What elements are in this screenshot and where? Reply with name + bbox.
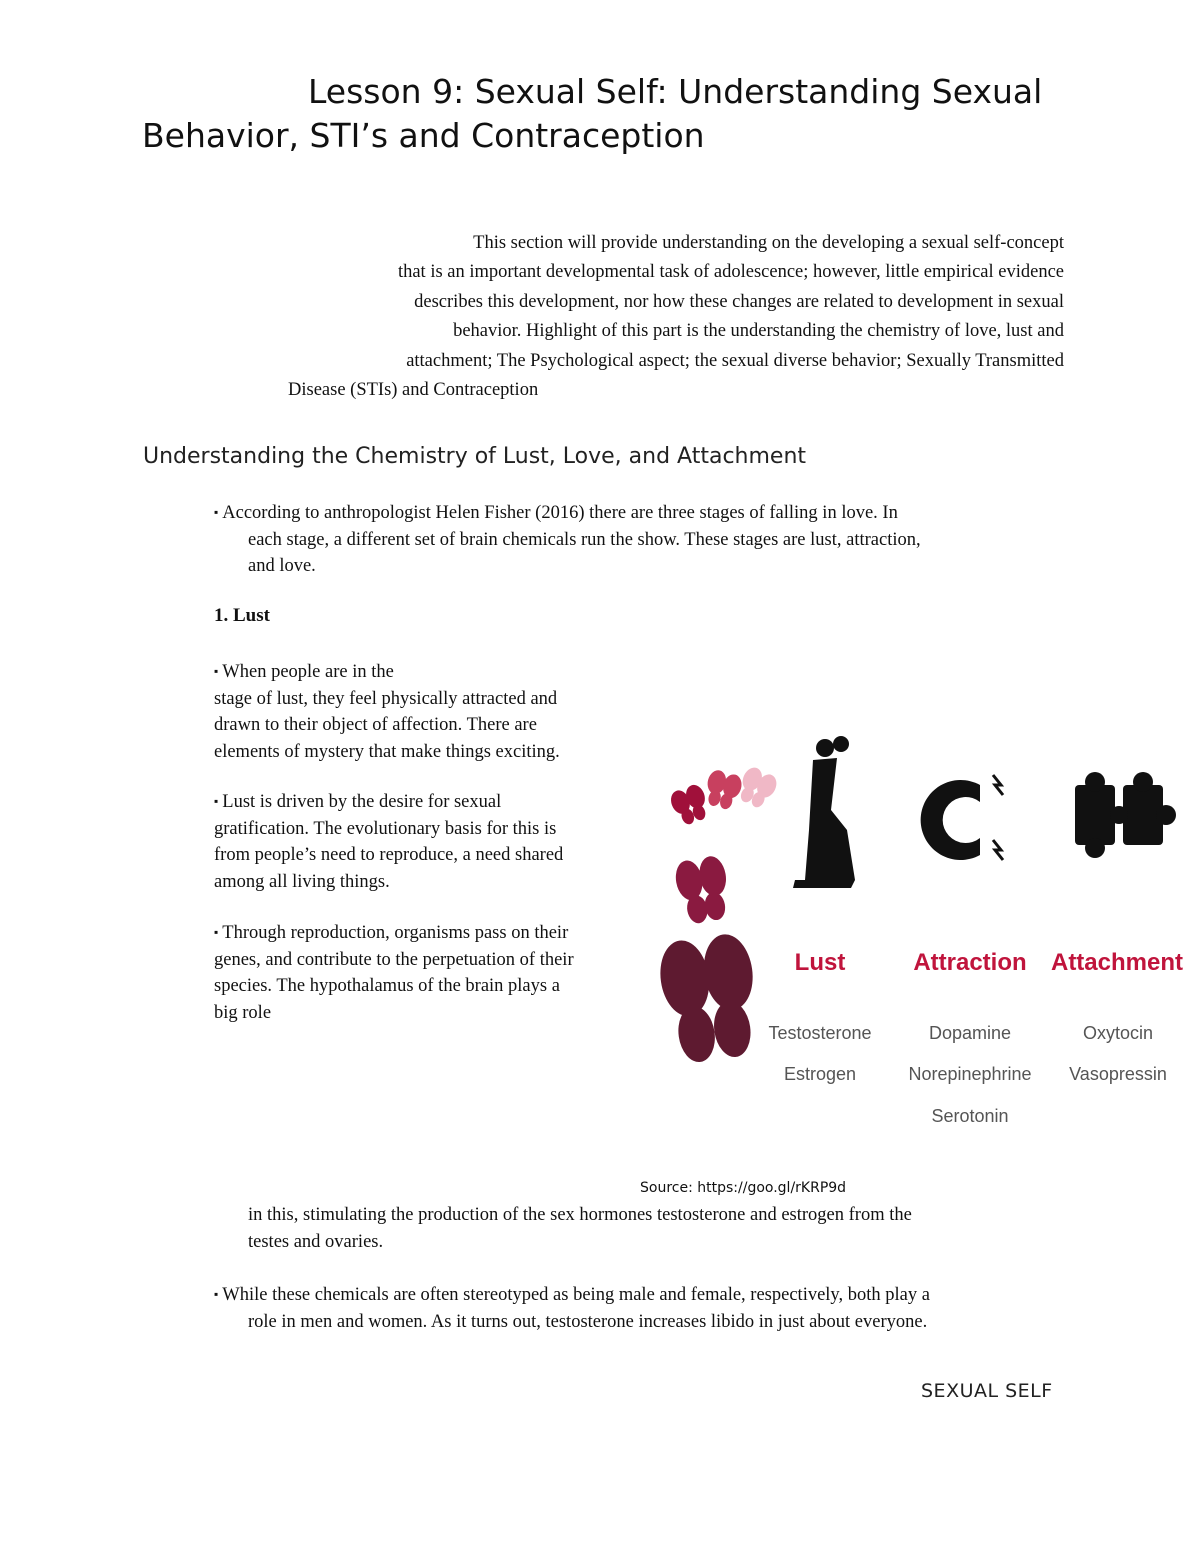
- intro-paragraph: [282, 229, 1064, 405]
- butterflies-icon: [656, 765, 780, 1066]
- bullet-text: According to anthropologist Helen Fisher (2016) there are three stages of falling in love. In: [222, 503, 898, 523]
- figure-label-attachment: Attachment: [1050, 949, 1184, 976]
- bullet-text: role in men and women. As it turns out, testosterone increases libido in just about everyone.: [248, 1311, 928, 1332]
- source-label: Source:: [640, 1180, 693, 1196]
- bullet-marker: ▪: [214, 505, 219, 519]
- bullet-text: species. The hypothalamus of the brain plays a: [214, 976, 560, 996]
- bullet-text: from people’s need to reproduce, a need shared: [214, 845, 564, 865]
- bullet-text: elements of mystery that make things exciting.: [214, 741, 560, 762]
- intro-line: attachment; The Psychological aspect; the sexual diverse behavior; Sexually Transmitted: [406, 350, 1064, 371]
- chemical-label: Estrogen: [783, 1064, 857, 1084]
- paragraph-line: in this, stimulating the production of the sex hormones testosterone and estrogen from the: [248, 1205, 912, 1225]
- bullet-text: When people are in the: [222, 662, 394, 682]
- puzzle-icon: [1075, 772, 1176, 858]
- intro-line: This section will provide understanding on the developing a sexual self-concept: [473, 233, 1064, 253]
- paragraph-line: testes and ovaries.: [248, 1231, 384, 1252]
- figure-label-lust: Lust: [794, 949, 846, 976]
- lust-bullet: [214, 788, 563, 895]
- bullet-text: Lust is driven by the desire for sexual: [222, 792, 502, 812]
- page-title-line-2: Behavior, STI’s and Contraception: [142, 116, 705, 155]
- stereotype-bullet: [214, 1281, 930, 1335]
- section-heading: Understanding the Chemistry of Lust, Love, and Attachment: [143, 444, 807, 469]
- lust-continuation: [248, 1202, 912, 1255]
- page-title-line-1: Lesson 9: Sexual Self: Understanding Sexual: [308, 72, 1043, 111]
- page-footer: SEXUAL SELF: [921, 1380, 1053, 1402]
- couple-icon: [793, 736, 855, 888]
- bullet-marker: ▪: [214, 925, 219, 939]
- bullet-text: Through reproduction, organisms pass on their: [222, 923, 569, 943]
- intro-line: behavior. Highlight of this part is the understanding the chemistry of love, lust and: [453, 321, 1064, 342]
- bullet-marker: ▪: [214, 794, 219, 808]
- bullet-text: among all living things.: [214, 871, 390, 892]
- lust-bullet: [214, 658, 560, 765]
- chemical-label: Norepinephrine: [908, 1064, 1032, 1084]
- bullet-text: genes, and contribute to the perpetuation of their: [214, 949, 574, 970]
- figure-label-attraction: Attraction: [913, 949, 1027, 976]
- bullet-text: each stage, a different set of brain chemicals run the show. These stages are lust, attraction,: [248, 529, 921, 550]
- love-stages-figure: [655, 730, 1185, 1150]
- lust-bullet: [214, 919, 574, 1026]
- chemical-label: Testosterone: [768, 1023, 872, 1043]
- bullet-text: big role: [214, 1002, 272, 1023]
- source-link[interactable]: https://goo.gl/rKRP9d: [697, 1180, 847, 1196]
- bullet-marker: ▪: [214, 1287, 219, 1301]
- chemical-label: Vasopressin: [1069, 1064, 1167, 1084]
- figure-source: [640, 1180, 846, 1196]
- bullet-text: stage of lust, they feel physically attracted and: [214, 688, 558, 709]
- chemical-label: Dopamine: [928, 1023, 1012, 1043]
- intro-line: describes this development, nor how these changes are related to development in sexual: [414, 291, 1064, 312]
- fisher-bullet: [214, 499, 921, 580]
- bullet-text: and love.: [248, 556, 316, 576]
- intro-line: that is an important developmental task of adolescence; however, little empirical evidence: [397, 262, 1064, 283]
- magnet-icon: [921, 775, 1003, 860]
- intro-line: Disease (STIs) and Contraception: [288, 380, 539, 401]
- chemical-label: Serotonin: [931, 1106, 1009, 1126]
- stage-heading-lust: 1. Lust: [214, 605, 270, 626]
- bullet-marker: ▪: [214, 664, 219, 678]
- chemical-label: Oxytocin: [1082, 1023, 1154, 1043]
- bullet-text: drawn to their object of affection. There are: [214, 715, 537, 735]
- bullet-text: While these chemicals are often stereotyped as being male and female, respectively, both play a: [222, 1285, 930, 1305]
- bullet-text: gratification. The evolutionary basis for this is: [214, 818, 557, 839]
